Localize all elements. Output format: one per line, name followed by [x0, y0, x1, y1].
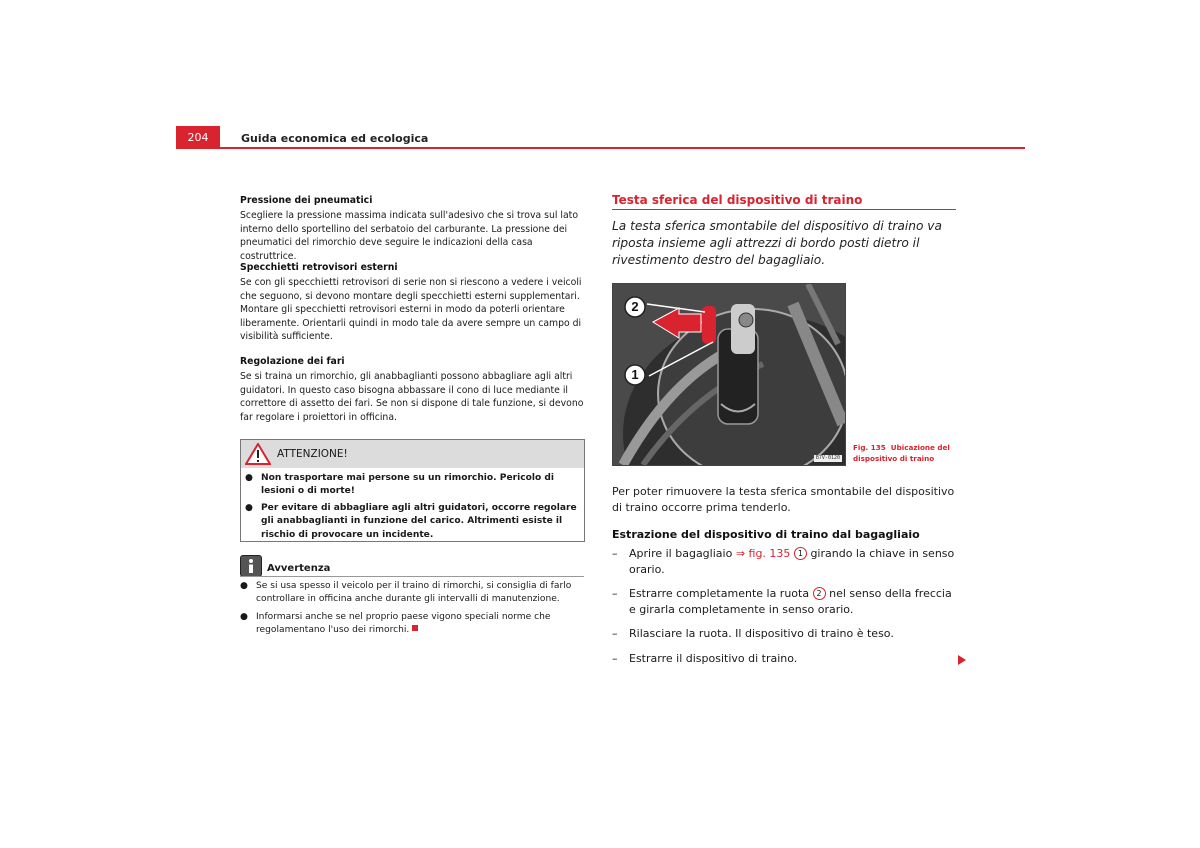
note-list [240, 580, 584, 642]
running-header: Guida economica ed ecologica [241, 132, 429, 145]
warning-item-text: Non trasportare mai persone su un rimorchio. Pericolo di lesioni o di morte! [261, 473, 555, 497]
warning-label: ATTENZIONE! [277, 448, 348, 460]
step-2: – Estrarre completamente la ruota 2 nel senso della freccia e girarla completamente in senso orario. [612, 587, 952, 616]
figure-reference-link[interactable]: ⇒ fig. 135 [735, 547, 791, 560]
step-1: – Aprire il bagagliaio ⇒ fig. 135 1 girando la chiave in senso orario. [612, 547, 955, 576]
info-icon [240, 555, 262, 577]
figure-code: B7V-0120 [815, 455, 840, 461]
bullet-icon: ● [245, 473, 253, 483]
warning-list [245, 472, 581, 545]
note-title: Avvertenza [267, 563, 331, 574]
mirrors-heading: Specchietti retrovisori esterni [240, 262, 398, 273]
section-title: Testa sferica del dispositivo di traino [612, 193, 863, 207]
bullet-icon: ● [240, 581, 248, 591]
figure-caption-text: Ubicazione del dispositivo di traino [853, 443, 950, 463]
figure-callout-2: 2 [631, 299, 639, 314]
mirrors-text: Se con gli specchietti retrovisori di serie non si riescono a vedere i veicoli che seguono, si devono montare degli specchietti esterni supplementari. Montare gli specchietti retrovisori esterni in modo da poterli orientare liberamente. Orientarli quindi in modo tale da avere sempre un campo di visibilità sufficiente. [240, 277, 582, 343]
warning-item-text: Per evitare di abbagliare agli altri guidatori, occorre regolare gli anabbaglianti in funzione del carico. Altrimenti esiste il rischio di provocare un incidente. [261, 502, 577, 540]
warning-item [245, 472, 581, 499]
figure-caption-number: Fig. 135 [853, 443, 886, 452]
warning-item [245, 502, 581, 542]
note-item-text: Informarsi anche se nel proprio paese vigono speciali norme che regolamentano l'uso dei rimorchi. [256, 611, 551, 636]
tow-hitch-illustration [613, 284, 845, 465]
warning-header [241, 440, 584, 468]
note-rule [240, 576, 584, 577]
page-number: 204 [176, 126, 220, 148]
mirrors-section [240, 261, 584, 343]
headlights-section [240, 355, 584, 424]
tire-pressure-section [240, 194, 584, 263]
warning-triangle-icon [245, 443, 271, 465]
callout-2-badge: 2 [813, 587, 826, 600]
figure-callout-1: 1 [631, 367, 639, 382]
header-rule [176, 147, 1025, 149]
continue-arrow-icon [958, 655, 966, 665]
warning-box [240, 439, 585, 542]
callout-1-badge: 1 [794, 547, 807, 560]
tire-pressure-text: Scegliere la pressione massima indicata sull'adesivo che si trova sul lato interno dello sportellino del serbatoio del carburante. La pressione dei pneumatici del rimorchio deve seguire le indicazioni della casa costruttrice. [240, 210, 579, 262]
step-4: – Estrarre il dispositivo di traino. [612, 652, 798, 665]
procedure-heading: Estrazione del dispositivo di traino dal bagagliaio [612, 528, 920, 541]
bullet-icon: ● [240, 611, 248, 622]
bullet-icon: ● [245, 502, 253, 513]
note-item [240, 580, 584, 607]
headlights-text: Se si traina un rimorchio, gli anabbaglianti possono abbagliare agli altri guidatori. In questo caso bisogna abbassare il cono di luce mediante il correttore di assetto dei fari. Se non si dispone di tale funzione, si devono far regolare i proiettori in officina. [240, 371, 584, 423]
note-item-text: Se si usa spesso il veicolo per il traino di rimorchi, si consiglia di farlo controllare in officina anche durante gli intervalli di manutenzione. [256, 581, 572, 605]
step-3: – Rilasciare la ruota. Il dispositivo di traino è teso. [612, 627, 894, 640]
note-item [240, 611, 584, 638]
tow-hitch-figure [612, 283, 846, 466]
tire-pressure-heading: Pressione dei pneumatici [240, 195, 373, 206]
body-paragraph: Per poter rimuovere la testa sferica smontabile del dispositivo di traino occorre prima tenderlo. [612, 485, 955, 514]
figure-caption [853, 443, 963, 464]
section-rule [612, 209, 956, 210]
section-end-marker-icon [412, 625, 418, 631]
section-intro: La testa sferica smontabile del dispositivo di traino va riposta insieme agli attrezzi di bordo posti dietro il rivestimento destro del bagagliaio. [612, 219, 942, 267]
headlights-heading: Regolazione dei fari [240, 356, 345, 367]
